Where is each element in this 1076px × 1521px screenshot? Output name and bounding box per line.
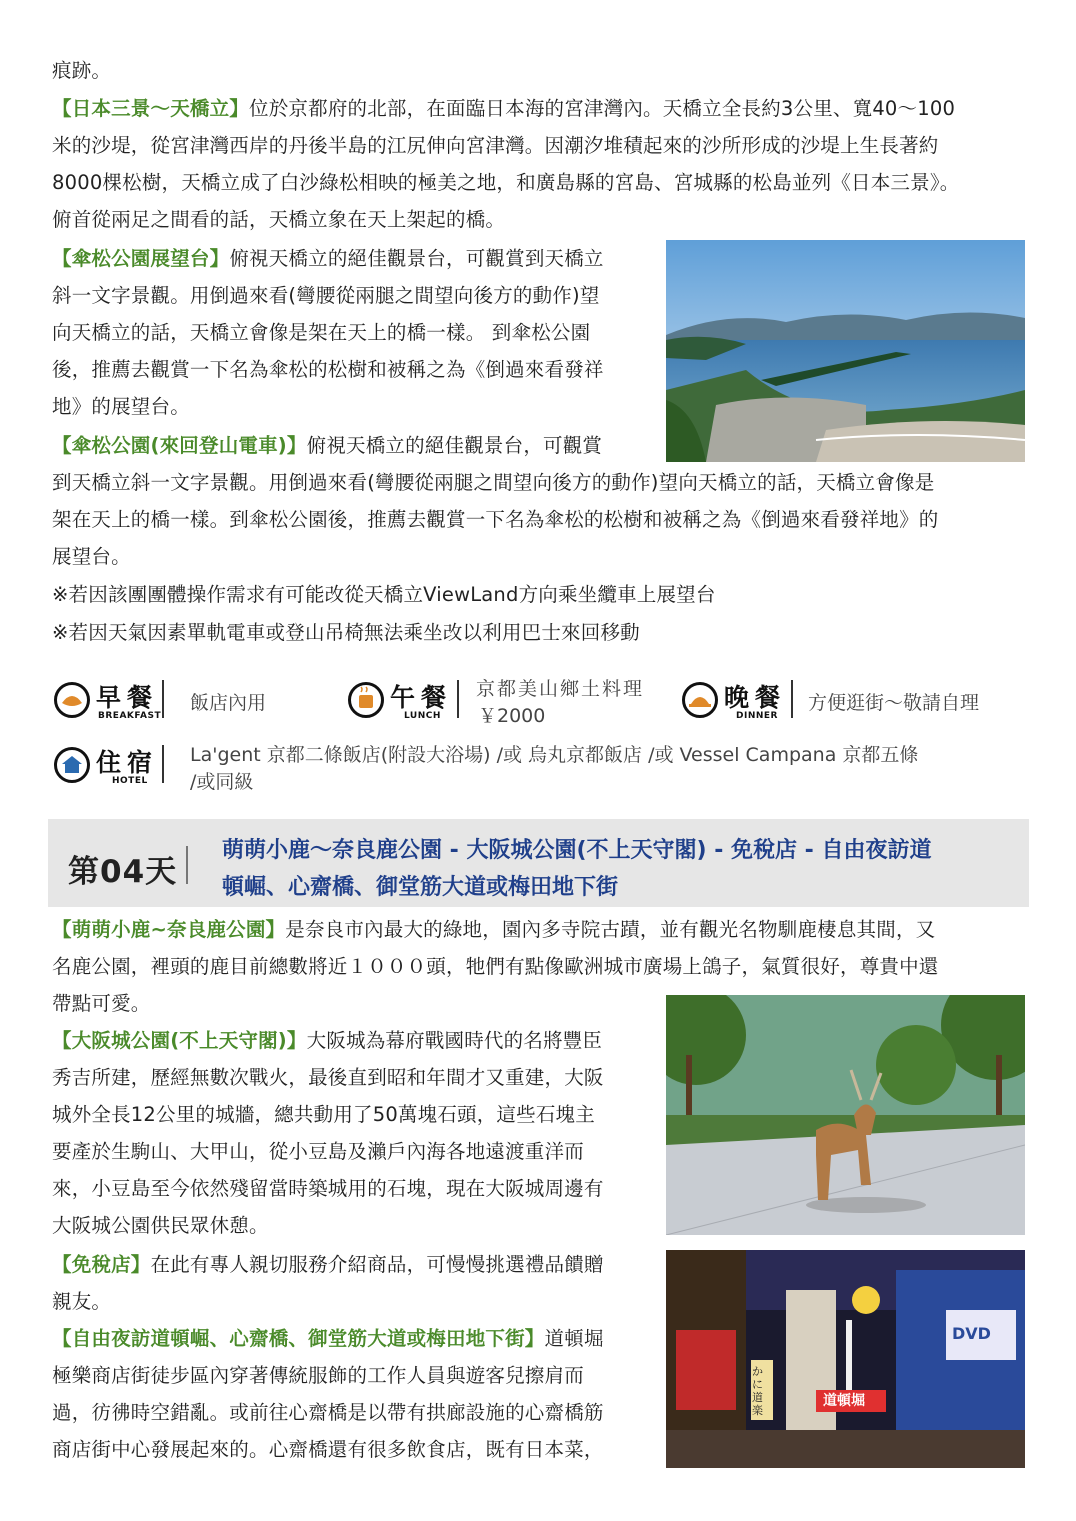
- lunch-label: 午餐: [390, 683, 453, 712]
- day-title-2: 頓崛、心齋橋、御堂筋大道或梅田地下街: [222, 875, 619, 900]
- hotel-label: 住宿: [96, 748, 159, 777]
- paragraph-amanohashidate: 【日本三景～天橋立】位於京都府的北部，在面臨日本海的宮津灣內。天橋立全長約3公里、寬40～100: [52, 97, 956, 120]
- text-line: 過，彷彿時空錯亂。或前往心齋橋是以帶有拱廊設施的心齋橋筋: [52, 1401, 604, 1424]
- dinner-icon: [682, 682, 718, 718]
- dotonbori-sign: 道頓堀: [823, 1393, 865, 1409]
- text-line: 要產於生駒山、大甲山，從小豆島及瀨戶內海各地遠渡重洋而: [52, 1140, 584, 1163]
- day-label: 第04天: [68, 854, 178, 890]
- text-line: 大阪城公園供民眾休憩。: [52, 1214, 269, 1237]
- text-line: 名鹿公園，裡頭的鹿目前總數將近１０００頭，牠們有點像歐洲城市廣場上鴿子，氣質很好，尊貴中還: [52, 955, 939, 978]
- text-line: 米的沙堤，從宮津灣西岸的丹後半島的江尻伸向宮津灣。因潮汐堆積起來的沙所形成的沙堤上生長著約: [52, 134, 939, 157]
- hotel-text: La'gent 京都二條飯店(附設大浴場) /或 烏丸京都飯店 /或 Vessel Campana 京都五條: [190, 744, 919, 766]
- note-line: ※若因該團團體操作需求有可能改從天橋立ViewLand方向乘坐纜車上展望台: [52, 583, 716, 606]
- lunch-price: ￥2000: [478, 705, 546, 727]
- dvd-sign: DVD: [952, 1324, 991, 1343]
- day-title: 萌萌小鹿～奈良鹿公園 - 大阪城公園(不上天守閣) - 免稅店 - 自由夜訪道: [222, 838, 932, 863]
- highlight-title: 【大阪城公園(不上天守閣)】: [52, 1029, 307, 1052]
- divider: [457, 680, 459, 718]
- text-line: 秀吉所建，歷經無數次戰火，最後直到昭和年間才又重建，大阪: [52, 1066, 604, 1089]
- text-line: 帶點可愛。: [52, 992, 151, 1015]
- nara-deer-photo: [666, 995, 1025, 1235]
- amanohashidate-photo: [666, 240, 1025, 462]
- paragraph-duty-free: 【免稅店】在此有專人親切服務介紹商品，可慢慢挑選禮品饋贈: [52, 1253, 604, 1276]
- lunch-text: 京都美山鄉土料理: [476, 678, 645, 700]
- text-line: 展望台。: [52, 545, 131, 568]
- lunch-en-label: LUNCH: [404, 711, 441, 721]
- text-line: 到天橋立斜一文字景觀。用倒過來看(彎腰從兩腿之間望向後方的動作)望向天橋立的話，天橋立會像是: [52, 471, 935, 494]
- text-line: 極樂商店街徒步區內穿著傳統服飾的工作人員與遊客兒擦肩而: [52, 1364, 584, 1387]
- text-line: 架在天上的橋一樣。到傘松公園後，推薦去觀賞一下名為傘松的松樹和被稱之為《倒過來看發祥地》的: [52, 508, 939, 531]
- dinner-en-label: DINNER: [736, 711, 778, 721]
- text-line: 痕跡。: [52, 59, 112, 82]
- text-line: 8000棵松樹，天橋立成了白沙綠松相映的極美之地，和廣島縣的宮島、宮城縣的松島並列《日本三景》。: [52, 171, 960, 194]
- text-line: 商店街中心發展起來的。心齋橋還有很多飲食店，既有日本菜，: [52, 1438, 604, 1461]
- highlight-title: 【萌萌小鹿~奈良鹿公園】: [52, 918, 286, 941]
- text-line: 斜一文字景觀。用倒過來看(彎腰從兩腿之間望向後方的動作)望: [52, 284, 600, 307]
- text-line: 地》的展望台。: [52, 395, 190, 418]
- text-line: 城外全長12公里的城牆，總共動用了50萬塊石頭，這些石塊主: [52, 1103, 595, 1126]
- text-line: 親友。: [52, 1290, 112, 1313]
- lunch-icon: [348, 682, 384, 718]
- breakfast-en-label: BREAKFAST: [98, 711, 162, 721]
- breakfast-text: 飯店內用: [190, 692, 267, 714]
- paragraph-osaka-castle: 【大阪城公園(不上天守閣)】大阪城為幕府戰國時代的名將豐臣: [52, 1029, 603, 1052]
- hotel-icon: [54, 747, 90, 783]
- kani-doraku-sign: かに道楽: [752, 1365, 763, 1417]
- dinner-label: 晚餐: [724, 683, 787, 712]
- paragraph-nara-park: 【萌萌小鹿~奈良鹿公園】是奈良市內最大的綠地，園內多寺院古蹟，並有觀光名物馴鹿棲息其間，又: [52, 918, 936, 941]
- dotonbori-photo: [666, 1250, 1025, 1468]
- note-line: ※若因天氣因素單軌電車或登山吊椅無法乘坐改以利用巴士來回移動: [52, 621, 640, 644]
- divider: [162, 745, 164, 783]
- text-line: 向天橋立的話，天橋立會像是架在天上的橋一樣。 到傘松公園: [52, 321, 591, 344]
- highlight-title: 【自由夜訪道頓崛、心齋橋、御堂筋大道或梅田地下街】: [52, 1327, 545, 1350]
- divider: [162, 680, 164, 718]
- hotel-text-2: /或同級: [190, 771, 254, 793]
- divider: [791, 680, 793, 718]
- text-line: 俯首從兩足之間看的話，天橋立象在天上架起的橋。: [52, 208, 506, 231]
- highlight-title: 【傘松公園展望台】: [52, 247, 230, 270]
- breakfast-label: 早餐: [96, 683, 159, 712]
- paragraph-kasamatsu-tram: 【傘松公園(來回登山電車)】俯視天橋立的絕佳觀景台，可觀賞: [52, 434, 603, 457]
- highlight-title: 【日本三景～天橋立】: [52, 97, 250, 120]
- divider: [186, 846, 188, 884]
- paragraph-kasamatsu-observatory: 【傘松公園展望台】俯視天橋立的絕佳觀景台，可觀賞到天橋立: [52, 247, 604, 270]
- hotel-en-label: HOTEL: [112, 776, 148, 786]
- paragraph-night-walk: 【自由夜訪道頓崛、心齋橋、御堂筋大道或梅田地下街】道頓堀: [52, 1327, 604, 1350]
- highlight-title: 【傘松公園(來回登山電車)】: [52, 434, 307, 457]
- highlight-title: 【免稅店】: [52, 1253, 151, 1276]
- dinner-text: 方便逛街～敬請自理: [808, 692, 980, 714]
- breakfast-icon: [54, 682, 90, 718]
- text-line: 來，小豆島至今依然殘留當時築城用的石塊，現在大阪城周邊有: [52, 1177, 604, 1200]
- text-line: 後，推薦去觀賞一下名為傘松的松樹和被稱之為《倒過來看發祥: [52, 358, 604, 381]
